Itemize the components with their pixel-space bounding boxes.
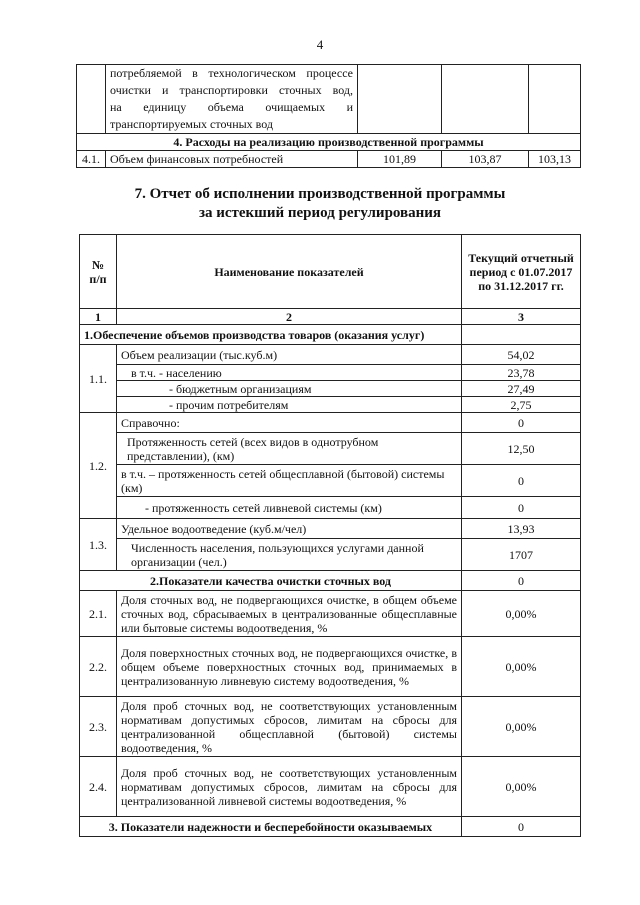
heading-line: 7. Отчет об исполнении производственной программы <box>134 186 506 202</box>
column-number: 3 <box>462 309 581 325</box>
row-name: Протяженность сетей (всех видов в однотрубном представлении), (км) <box>117 433 462 465</box>
value-cell: 0,00% <box>462 591 581 637</box>
value-cell: 0 <box>462 413 581 433</box>
value-cell: 0,00% <box>462 697 581 757</box>
row-name: Численность населения, пользующихся услугами данной организации (чел.) <box>117 539 462 571</box>
value-cell: 23,78 <box>462 365 581 381</box>
row-number: 1.2. <box>80 413 117 519</box>
section1-header: 1.Обеспечение объемов производства товаров (оказания услуг) <box>80 325 462 345</box>
empty-cell <box>77 65 106 134</box>
row-number: 4.1. <box>77 151 106 168</box>
row-name: в т.ч. - населению <box>117 365 462 381</box>
row-number: 2.3. <box>80 697 117 757</box>
row-number: 2.4. <box>80 757 117 817</box>
row-name: в т.ч. – протяженность сетей общесплавной (бытовой) системы (км) <box>117 465 462 497</box>
row-number: 2.2. <box>80 637 117 697</box>
value-cell: 2,75 <box>462 397 581 413</box>
continued-line: транспортируемых сточных вод <box>110 117 274 131</box>
row-name: Доля проб сточных вод, не соответствующих установленным нормативам допустимых сбросов, лимитам на сбросы для централизованной ливневой системы водоотведения, % <box>117 757 462 817</box>
value-cell: 0,00% <box>462 637 581 697</box>
continued-line: потребляемой в технологическом процессе <box>110 66 353 80</box>
row-name: Доля сточных вод, не подвергающихся очистке, в общем объеме сточных вод, сбрасываемых в централизованные общесплавные или бытовые системы водоотведения, % <box>117 591 462 637</box>
row-name: Удельное водоотведение (куб.м/чел) <box>117 519 462 539</box>
value-cell: 103,87 <box>442 151 529 168</box>
section3-header: 3. Показатели надежности и бесперебойности оказываемых <box>80 817 462 837</box>
empty-cell <box>529 65 581 134</box>
value-cell: 101,89 <box>358 151 442 168</box>
column-number: 1 <box>80 309 117 325</box>
row-name: - бюджетным организациям <box>117 381 462 397</box>
row-name: Объем реализации (тыс.куб.м) <box>117 345 462 365</box>
value-cell: 0 <box>462 465 581 497</box>
row-name: Доля поверхностных сточных вод, не подвергающихся очистке, в общем объеме поверхностных сточных вод, принимаемых в централизованную ливневую систему водоотведения, % <box>117 637 462 697</box>
value-cell: 0 <box>462 817 581 837</box>
header-num: № п/п <box>80 235 117 309</box>
value-cell: 1707 <box>462 539 581 571</box>
header-name: Наименование показателей <box>117 235 462 309</box>
column-number: 2 <box>117 309 462 325</box>
row-number: 2.1. <box>80 591 117 637</box>
continued-line: на единицу объема очищаемых и <box>110 100 353 114</box>
empty-cell <box>358 65 442 134</box>
page-number: 4 <box>316 37 324 52</box>
row-name: Объем финансовых потребностей <box>106 151 358 168</box>
value-cell: 54,02 <box>462 345 581 365</box>
value-cell: 0,00% <box>462 757 581 817</box>
continued-table <box>76 64 581 168</box>
section2-header: 2.Показатели качества очистки сточных вод <box>80 571 462 591</box>
continued-text <box>106 65 358 134</box>
row-number: 1.1. <box>80 345 117 413</box>
value-cell: 0 <box>462 497 581 519</box>
row-name: - прочим потребителям <box>117 397 462 413</box>
row-number: 1.3. <box>80 519 117 571</box>
value-cell: 103,13 <box>529 151 581 168</box>
value-cell: 12,50 <box>462 433 581 465</box>
section4-header: 4. Расходы на реализацию производственной программы <box>77 134 581 151</box>
continued-line: очистки и транспортировки сточных вод, <box>110 83 353 97</box>
value-cell: 27,49 <box>462 381 581 397</box>
report-table <box>79 234 581 837</box>
row-name: Справочно: <box>117 413 462 433</box>
value-cell: 0 <box>462 571 581 591</box>
section-heading <box>0 185 640 223</box>
empty-cell <box>462 325 581 345</box>
header-period: Текущий отчетный период с 01.07.2017 по 31.12.2017 гг. <box>462 235 581 309</box>
value-cell: 13,93 <box>462 519 581 539</box>
row-name: Доля проб сточных вод, не соответствующих установленным нормативам допустимых сбросов, лимитам на сбросы для централизованной общесплавной (бытовой) системы водоотведения, % <box>117 697 462 757</box>
empty-cell <box>442 65 529 134</box>
heading-line: за истекший период регулирования <box>198 205 442 221</box>
row-name: - протяженность сетей ливневой системы (км) <box>117 497 462 519</box>
